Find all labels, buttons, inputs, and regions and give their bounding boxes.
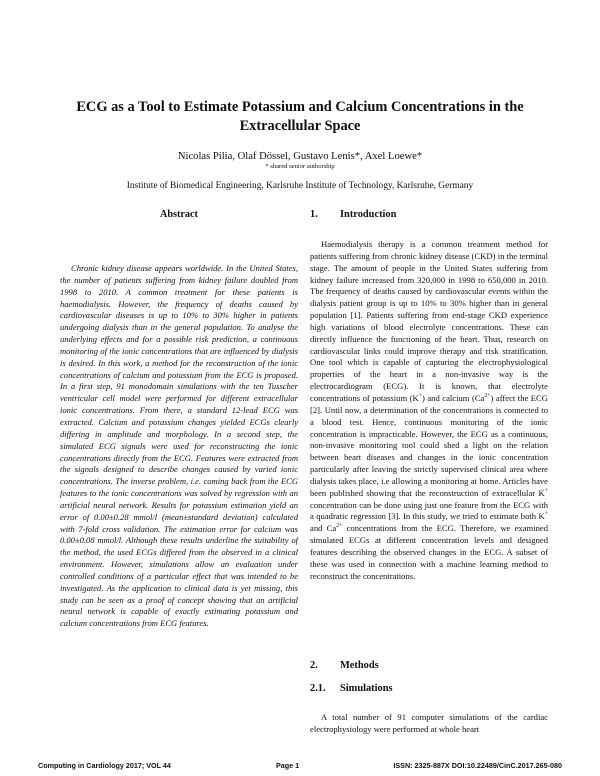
section-number: 1. [310,209,318,220]
paper-title: ECG as a Tool to Estimate Potassium and Calcium Concentrations in the Extracellular Space [76,99,524,134]
section-number: 2. [310,660,318,671]
superscript: 2+ [336,523,343,530]
abstract-text: Chronic kidney disease appears worldwide. In the United States, the number of patients suffering from kidney failure doubled from 1998 to 2010. A common treatment for these patients is haemodialysis. However, the frequency of deaths caused by cardiovascular diseases is up to 10% to 30% higher in patients undergoing dialysis than in the general population. To analyse the underlying effects and for a possible risk prediction, a continuous monitoring of the ionic concentrations that are influenced by dialysis is desired. In this work, a method for the reconstruction of the ionic concentrations of calcium and potassium from the ECG is proposed. In a first step, 91 monodomain simulations with the ten Tusscher ventricular cell model were performed for different extracellular ionic concentrations. From there, a standard 12-lead ECG was extracted. Calcium and potassium changes yielded ECGs clearly differing in amplitude and morphology. In a second step, the simulated ECG signals were used for reconstructing the ionic concentrations directly from the ECG. Features were extracted from the signals designed to describe changes caused by varied ionic concentrations. The inverse problem, i.e. coming back from the ECG features to the ionic concentrations was solved by regression with an artificial neural network. Results for potassium estimation yield an error of 0.00±0.28 mmol/l (mean±standard deviation) calculated with 7-fold cross validation. The estimation error for calcium was 0.00±0.08 mmol/l. Although these results underline the suitability of the method, the used ECGs differed from the observed in a clinical environment. However, simulations allow an evaluation under controlled conditions of a particular effect that was intended to be investigated. As the application to clinical data is yet missing, this study can be seen as a proof of concept showing that an artificial neural network is capable of exactly estimating potassium and calcium concentrations from ECG features. [60,263,298,629]
footer-journal: Computing in Cardiology 2017; VOL 44 [38,761,171,770]
section-title: Simulations [340,683,393,694]
intro-text-part: Haemodialysis therapy is a common treatment method for patients suffering from chronic kidney disease (CKD) in the terminal stage. The amount of people in the United States suffering from kidney failure increased from 320,000 in 1998 to 650,000 in 2010. The frequency of deaths caused by cardiovascular events within the dialysis patient group is up to 10% to 30% higher than in general population [1]. Patients suffering from end-stage CKD experience high variations of blood electrolyte concentrations. These can directly influence the functioning of the heart. Thus, research on cardiovascular links could improve therapy and risk stratification. One tool which is capable of capturing the electrophysiological properties of the heart in a non-invasive way is the electrocardiogram (ECG). It is known, that electrolyte concentrations of potassium (K [310,239,548,403]
superscript: + [418,393,422,400]
footer-page-number: Page 1 [276,761,300,770]
intro-text-part: concentration can be done using just one feature from the ECG with a quadratic regression [3]. In this study, we tried to estimate both K [310,499,548,522]
section-heading-simulations [310,683,548,695]
section-title: Methods [340,660,379,671]
footer-doi: ISSN: 2325-887X DOI:10.22489/CinC.2017.265-080 [393,761,562,770]
abstract-heading: Abstract [160,209,198,220]
superscript: 2+ [484,393,491,400]
intro-text-part: and Ca [310,523,337,534]
simulations-paragraph: A total number of 91 computer simulations of the cardiac electrophysiology were performed at whole heart [310,712,548,734]
section-heading-introduction [310,209,548,221]
page-footer [38,761,562,773]
superscript: + [544,511,548,518]
intro-text-part: ) and calcium (Ca [421,392,485,403]
affiliation: Institute of Biomedical Engineering, Karlsruhe Institute of Technology, Karlsruhe, Germany [126,181,474,191]
intro-text-part: ) affect the ECG [2]. Until now, a determination of the concentrations is connected to a blood test. Hence, continuous monitoring of the ionic concentration is impracticable. However, the ECG as a continuous, non-invasive monitoring tool could shed a light on the relation between heart diseases and changes in the ionic concentration particularly after leaving the strictly supervised clinical area where dialysis takes place, i.e allowing a monitoring at home. Articles have been published showing that the reconstruction of extracellular K [310,392,548,498]
section-number: 2.1. [310,683,326,694]
section-heading-methods [310,660,548,672]
superscript: + [544,487,548,494]
section-title: Introduction [340,209,397,220]
author-note: * shared senior authorship [265,163,335,170]
author-list: Nicolas Pilia, Olaf Dössel, Gustavo Lenis*, Axel Loewe* [177,151,423,162]
intro-text-part: concentrations from the ECG. Therefore, we examined simulated ECGs at different concentration levels and designed features describing the observed changes in the ECG. A subset of these was used in connection with a machine learning method to reconstruct the concentrations. [310,523,548,581]
introduction-paragraph [310,239,548,582]
